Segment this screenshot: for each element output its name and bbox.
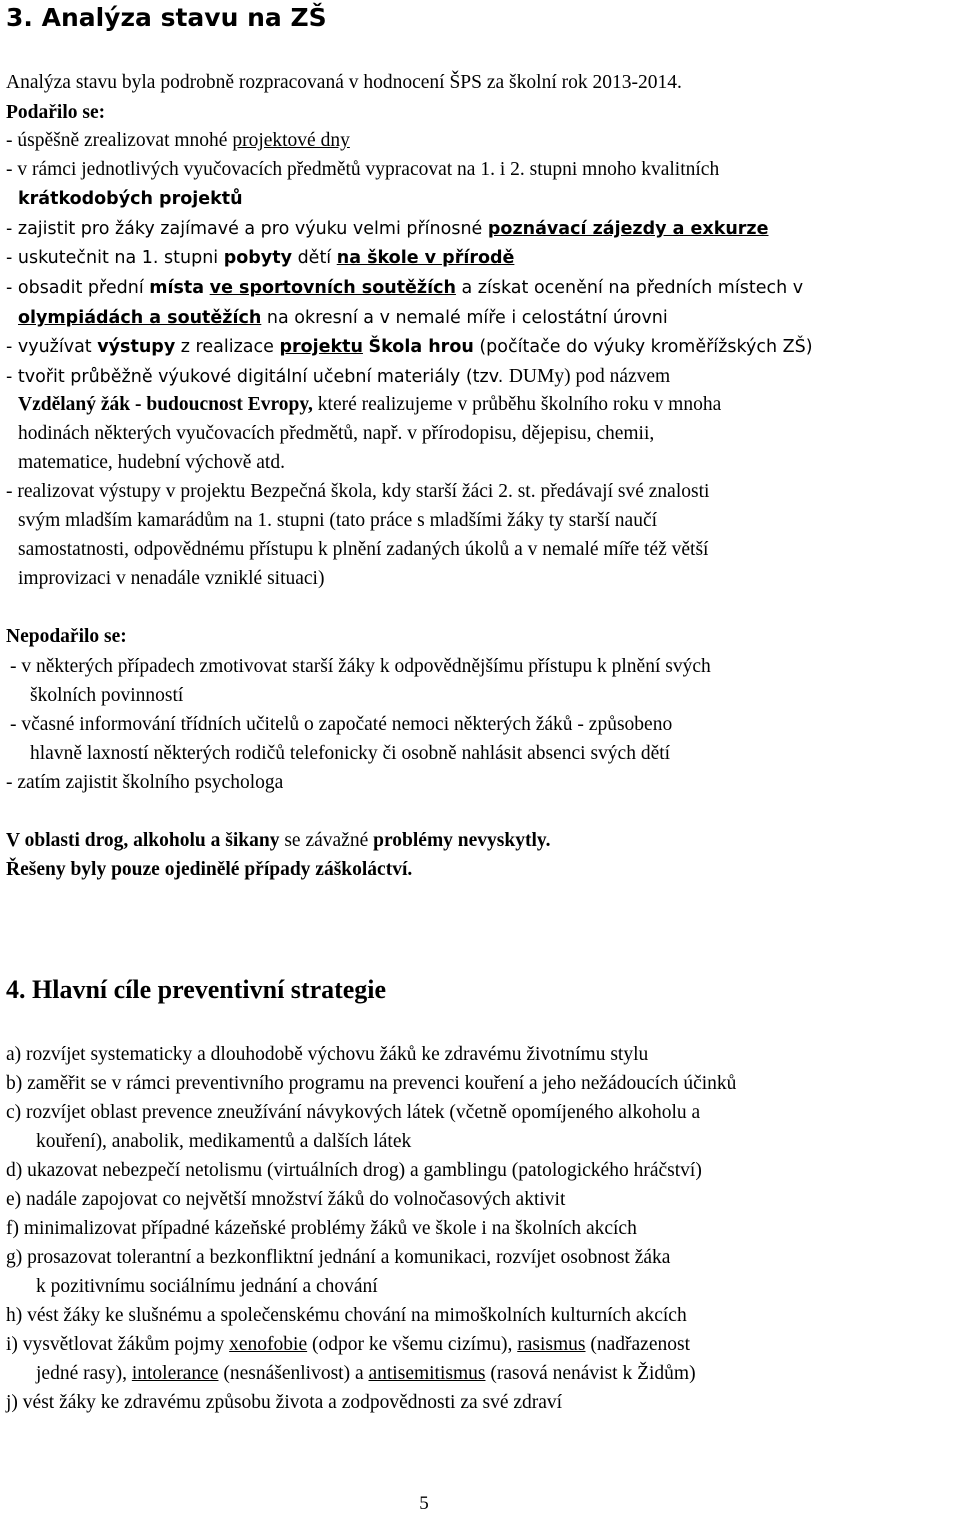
fail-title: Nepodařilo se: (6, 626, 127, 647)
fail-item-1-cont: školních povinností (30, 685, 184, 706)
success-item-7: - tvořit průběžně výukové digitální učební materiály (tzv. DUMy) pod názvem (6, 366, 671, 387)
success-item-8: - realizovat výstupy v projektu Bezpečná škola, kdy starší žáci 2. st. předávají své znalosti (6, 481, 710, 502)
goal-f: f) minimalizovat případné kázeňské problémy žáků ve škole i na školních akcích (6, 1218, 637, 1239)
success-item-6: - využívat výstupy z realizace projektu Škola hrou (počítače do výuky kroměřížských ZŠ) (6, 337, 813, 357)
success-item-8-cont-3: improvizaci v nenadále vzniklé situaci) (18, 568, 325, 589)
success-item-1: - úspěšně zrealizovat mnohé projektové dny (6, 130, 350, 151)
success-item-7-cont-2: hodinách některých vyučovacích předmětů, např. v přírodopisu, dějepisu, chemii, (18, 423, 655, 444)
success-item-8-cont-1: svým mladším kamarádům na 1. stupni (tato práce s mladšími žáky ty starší naučí (18, 510, 658, 531)
success-item-4: - uskutečnit na 1. stupni pobyty dětí na škole v přírodě (6, 248, 515, 268)
fail-item-2-cont: hlavně laxností některých rodičů telefonicky či osobně nahlásit absenci svých dětí (30, 743, 671, 764)
goal-i: i) vysvětlovat žákům pojmy xenofobie (odpor ke všemu cizímu), rasismus (nadřazenost (6, 1334, 690, 1355)
success-item-2-cont: krátkodobých projektů (18, 189, 243, 209)
goal-h: h) vést žáky ke slušnému a společenskému chování na mimoškolních kulturních akcích (6, 1305, 687, 1326)
goal-g-cont: k pozitivnímu sociálnímu jednání a chování (36, 1276, 378, 1297)
success-item-7-cont-1: Vzdělaný žák - budoucnost Evropy, které realizujeme v průběhu školního roku v mnoha (18, 394, 722, 415)
success-item-3: - zajistit pro žáky zajímavé a pro výuku velmi přínosné poznávací zájezdy a exkurze (6, 219, 769, 239)
goal-b: b) zaměřit se v rámci preventivního programu na prevenci kouření a jeho nežádoucích účinků (6, 1073, 737, 1094)
goal-g: g) prosazovat tolerantní a bezkonfliktní jednání a komunikaci, rozvíjet osobnost žáka (6, 1247, 671, 1268)
page-number: 5 (419, 1493, 429, 1514)
goal-e: e) nadále zapojovat co největší množství žáků do volnočasových aktivit (6, 1189, 566, 1210)
success-item-2: - v rámci jednotlivých vyučovacích předmětů vypracovat na 1. i 2. stupni mnoho kvalitních (6, 159, 720, 180)
goal-j: j) vést žáky ke zdravému způsobu života a zodpovědnosti za své zdraví (6, 1392, 563, 1413)
section-heading-3: 3. Analýza stavu na ZŠ (6, 3, 327, 32)
goal-c: c) rozvíjet oblast prevence zneužívání návykových látek (včetně opomíjeného alkoholu a (6, 1102, 701, 1123)
drugs-line-2: Řešeny byly pouze ojedinělé případy záškoláctví. (6, 859, 413, 880)
success-item-5: - obsadit přední místa ve sportovních soutěžích a získat ocenění na předních místech v (6, 278, 804, 298)
goal-a: a) rozvíjet systematicky a dlouhodobě výchovu žáků ke zdravému životnímu stylu (6, 1044, 649, 1065)
success-item-5-cont: olympiádách a soutěžích na okresní a v nemalé míře i celostátní úrovni (18, 308, 668, 328)
success-item-7-cont-3: matematice, hudební výchově atd. (18, 452, 285, 473)
goal-c-cont: kouření), anabolik, medikamentů a dalších látek (36, 1131, 412, 1152)
goal-i-cont: jedné rasy), intolerance (nesnášenlivost) a antisemitismus (rasová nenávist k Židům) (36, 1363, 696, 1384)
success-item-8-cont-2: samostatnosti, odpovědnému přístupu k plnění zadaných úkolů a v nemalé míře též větší (18, 539, 709, 560)
fail-item-1: - v některých případech zmotivovat starší žáky k odpovědnějšímu přístupu k plnění svých (10, 656, 711, 677)
goal-d: d) ukazovat nebezpečí netolismu (virtuálních drog) a gamblingu (patologického hráčství) (6, 1160, 702, 1181)
fail-item-3: - zatím zajistit školního psychologa (6, 772, 284, 793)
fail-item-2: - včasné informování třídních učitelů o započaté nemoci některých žáků - způsobeno (10, 714, 673, 735)
drugs-line-1: V oblasti drog, alkoholu a šikany se závažné problémy nevyskytly. (6, 830, 551, 851)
section-heading-4: 4. Hlavní cíle preventivní strategie (6, 975, 387, 1004)
success-title: Podařilo se: (6, 102, 106, 123)
intro-paragraph: Analýza stavu byla podrobně rozpracovaná v hodnocení ŠPS za školní rok 2013-2014. (6, 72, 682, 93)
